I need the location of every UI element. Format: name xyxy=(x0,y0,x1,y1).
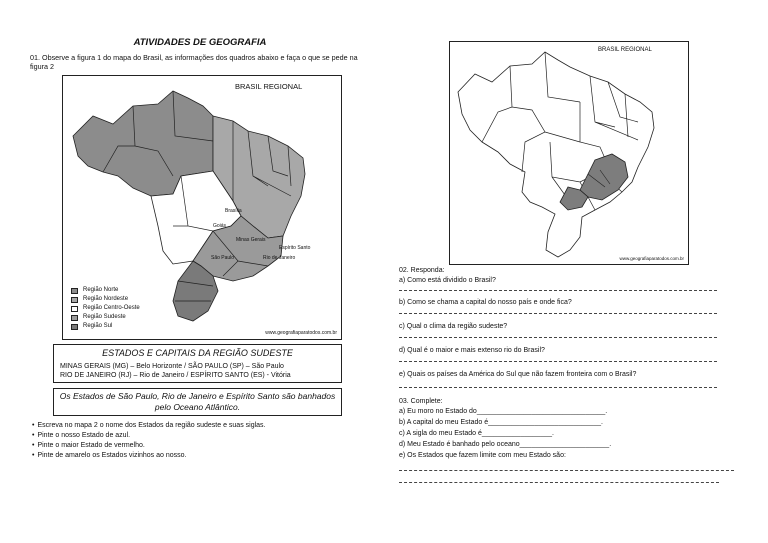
question-3-item: a) Eu moro no Estado do_________________________________. xyxy=(399,408,608,415)
answer-line[interactable] xyxy=(399,361,717,362)
capitals-line-2: RIO DE JANEIRO (RJ) – Rio de Janeiro / ESPÍRITO SANTO (ES) - Vitória xyxy=(60,372,291,379)
city-label-rj: Rio de Janeiro xyxy=(263,255,296,261)
capitals-box xyxy=(53,344,342,383)
city-label-brasilia: Brasília xyxy=(225,208,242,214)
answer-line[interactable] xyxy=(399,290,717,291)
legend-swatch-nordeste xyxy=(71,297,78,303)
page-title: ATIVIDADES DE GEOGRAFIA xyxy=(133,37,267,48)
answer-line[interactable] xyxy=(399,313,717,314)
question-1-instruction: 01. Observe a figura 1 do mapa do Brasil, as informações dos quadros abaixo e faça o que se pede na figura 2 xyxy=(30,53,358,71)
instruction-item: • Escreva no mapa 2 o nome dos Estados da região sudeste e suas siglas. xyxy=(32,421,265,430)
instruction-item: • Pinte o nosso Estado de azul. xyxy=(32,431,130,440)
answer-line[interactable] xyxy=(399,470,734,471)
question-2-item: a) Como está dividido o Brasil? xyxy=(399,277,496,284)
city-label-goias: Goiás xyxy=(213,223,227,229)
instruction-item: • Pinte o maior Estado de vermelho. xyxy=(32,441,145,450)
question-2-heading: 02. Responda: xyxy=(399,267,445,274)
answer-line[interactable] xyxy=(399,337,717,338)
ocean-note-box xyxy=(53,388,342,416)
capitals-line-1: MINAS GERAIS (MG) – Belo Horizonte / SÃO PAULO (SP) – São Paulo xyxy=(60,363,284,370)
ocean-note: Os Estados de São Paulo, Rio de Janeiro e Espírito Santo são banhados pelo Oceano Atlântico. xyxy=(59,391,336,412)
question-3-item: b) A capital do meu Estado é_____________________________. xyxy=(399,419,603,426)
map-1-title: BRASIL REGIONAL xyxy=(235,82,303,91)
legend-swatch-centro-oeste xyxy=(71,306,78,312)
map-1-source: www.geografiaparatodos.com.br xyxy=(265,330,337,336)
question-3-item: c) A sigla do meu Estado é__________________. xyxy=(399,430,554,437)
map-2-title: BRASIL REGIONAL xyxy=(598,47,652,53)
question-2-item: e) Quais os países da América do Sul que não fazem fronteira com o Brasil? xyxy=(399,371,637,378)
city-label-es: Espírito Santo xyxy=(279,245,311,251)
city-label-sp: São Paulo xyxy=(211,255,235,261)
map-2-source: www.geografiaparatodos.com.br xyxy=(619,256,684,261)
capitals-heading: ESTADOS E CAPITAIS DA REGIÃO SUDESTE xyxy=(102,348,293,358)
map-figure-1 xyxy=(62,75,342,340)
legend-swatch-sudeste xyxy=(71,315,78,321)
question-3-heading: 03. Complete: xyxy=(399,398,443,405)
question-3-item: d) Meu Estado é banhado pelo oceano_______________________. xyxy=(399,441,612,448)
answer-line[interactable] xyxy=(399,482,719,483)
question-3-item: e) Os Estados que fazem limite com meu Estado são: xyxy=(399,452,566,459)
question-2-item: d) Qual é o maior e mais extenso rio do Brasil? xyxy=(399,347,545,354)
map-1-legend: Região Norte Região Nordeste Região Centro-Oeste Região Sudeste Região Sul xyxy=(71,286,140,331)
legend-swatch-sul xyxy=(71,324,78,330)
city-label-minas: Minas Gerais xyxy=(236,237,266,243)
brazil-blank-map-2 xyxy=(450,42,688,264)
question-2-item: b) Como se chama a capital do nosso país e onde fica? xyxy=(399,299,572,306)
instruction-item: • Pinte de amarelo os Estados vizinhos ao nosso. xyxy=(32,451,186,460)
legend-swatch-norte xyxy=(71,288,78,294)
map-figure-2 xyxy=(449,41,689,265)
question-2-item: c) Qual o clima da região sudeste? xyxy=(399,323,508,330)
answer-line[interactable] xyxy=(399,387,717,388)
